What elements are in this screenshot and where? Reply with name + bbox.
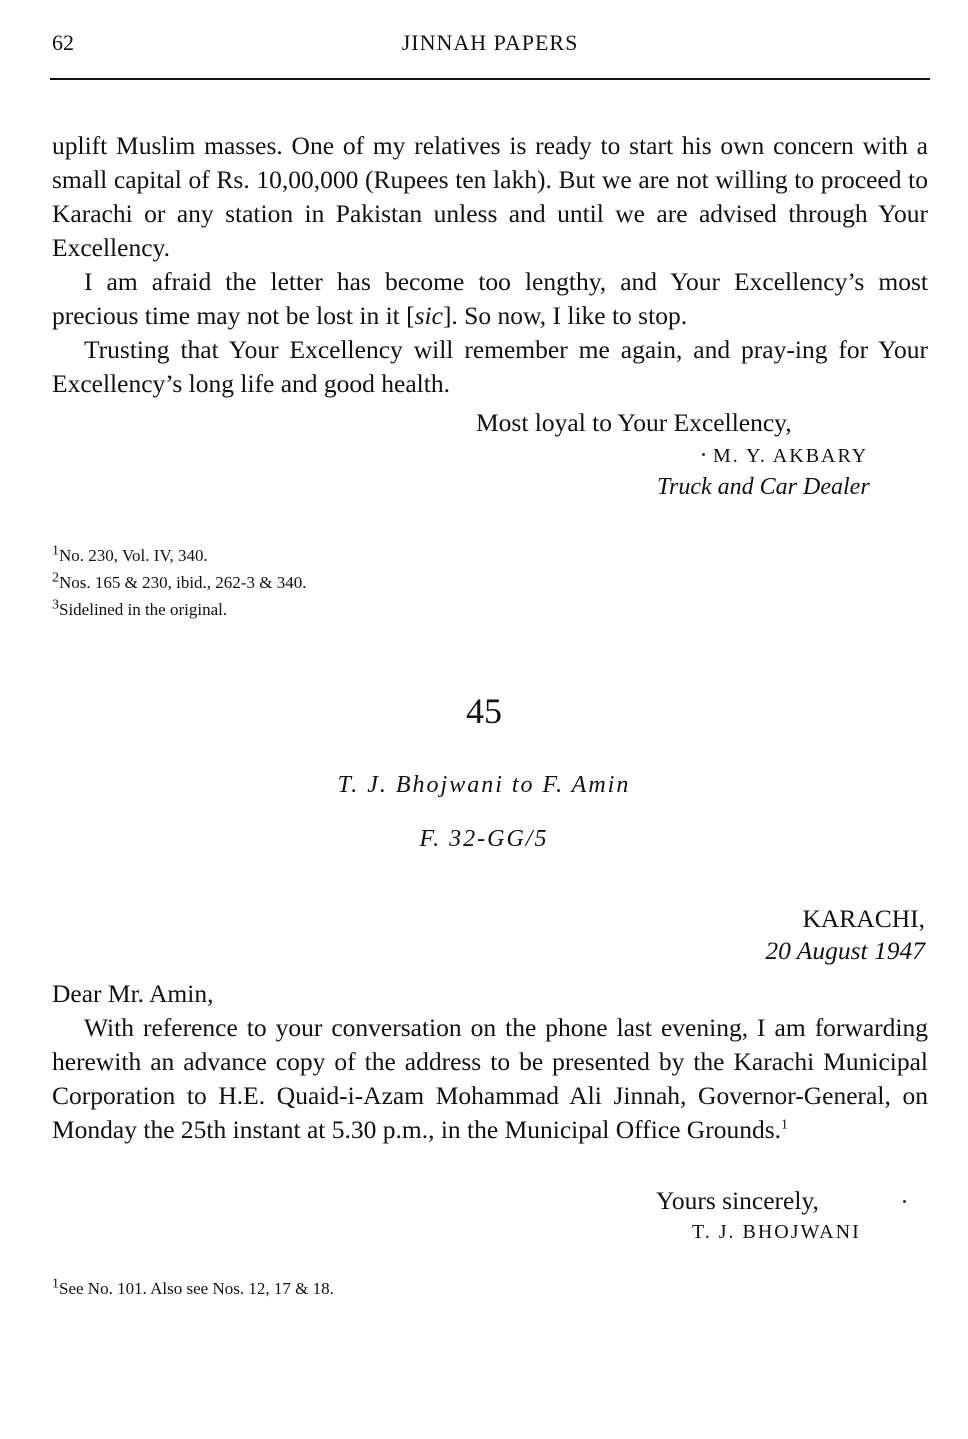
footnote	[52, 569, 306, 596]
page-number: 62	[52, 30, 74, 55]
paragraph-uplift: uplift Muslim masses. One of my relatives is ready to start his own concern with a small capital of Rs. 10,00,000 (Rupees ten lakh). But we are not willing to proceed to Karachi or any station in Pakistan unless and until we are advised through Your Excellency.	[52, 131, 928, 262]
letter2-body	[52, 977, 928, 1147]
running-title: JINNAH PAPERS	[401, 30, 579, 55]
closing-line: Most loyal to Your Excellency,	[476, 408, 792, 437]
footnote-text: Nos. 165 & 230, ibid., 262-3 & 340.	[59, 573, 307, 592]
footnote-mark: 1	[52, 543, 59, 559]
footnote-text: No. 230, Vol. IV, 340.	[59, 546, 208, 565]
body-text: With reference to your conversation on the phone last evening, I am forwarding herewith an advance copy of the address to be presented by the Karachi Municipal Corporation to H.E. Quaid-i-Azam Mohammad Ali Jinnah, Governor-General, on Monday the 25th instant at 5.30 p.m., in the Municipal Office Grounds.	[52, 1013, 928, 1144]
footnote-mark: 2	[52, 570, 59, 586]
sic-note: sic	[414, 301, 443, 330]
paragraph-afraid-text: I am afraid the letter has become too lengthy, and Your Excellency’s most precious time may not be lost in it [	[52, 267, 928, 330]
salutation: Dear Mr. Amin,	[52, 979, 214, 1008]
footnote	[52, 542, 306, 569]
paragraph-afraid	[52, 265, 928, 333]
closing-line-2: Yours sincerely,	[656, 1186, 819, 1215]
footnote-text: See No. 101. Also see Nos. 12, 17 & 18.	[59, 1279, 334, 1298]
document-number: 45	[466, 691, 502, 731]
file-reference: F. 32-GG/5	[419, 826, 549, 852]
page-header	[52, 26, 928, 62]
footnote	[52, 1275, 334, 1302]
signatory-name: M. Y. AKBARY	[713, 445, 869, 467]
footnote-mark: 1	[52, 1276, 59, 1292]
paragraph-reference	[52, 1011, 928, 1147]
footnote-mark: 1	[781, 1117, 789, 1133]
speck-mark	[702, 453, 705, 456]
header-rule	[50, 78, 930, 80]
paragraph-afraid-tail: ]. So now, I like to stop.	[442, 301, 688, 330]
footnote-mark: 3	[52, 597, 59, 613]
footnotes-letter1	[52, 542, 306, 623]
date-line: 20 August 1947	[765, 936, 925, 965]
footnote	[52, 596, 306, 623]
signatory-title: Truck and Car Dealer	[657, 474, 870, 500]
document-heading: T. J. Bhojwani to F. Amin	[337, 772, 631, 798]
speck-mark	[903, 1200, 906, 1203]
letter-body	[52, 129, 928, 401]
signatory-name-2: T. J. BHOJWANI	[692, 1221, 861, 1243]
footnote-text: Sidelined in the original.	[59, 600, 228, 619]
paragraph-trusting: Trusting that Your Excellency will remember me again, and pray-ing for Your Excellency’s long life and good health.	[52, 335, 928, 398]
footnotes-letter2	[52, 1275, 334, 1302]
place-line: KARACHI,	[802, 904, 925, 933]
